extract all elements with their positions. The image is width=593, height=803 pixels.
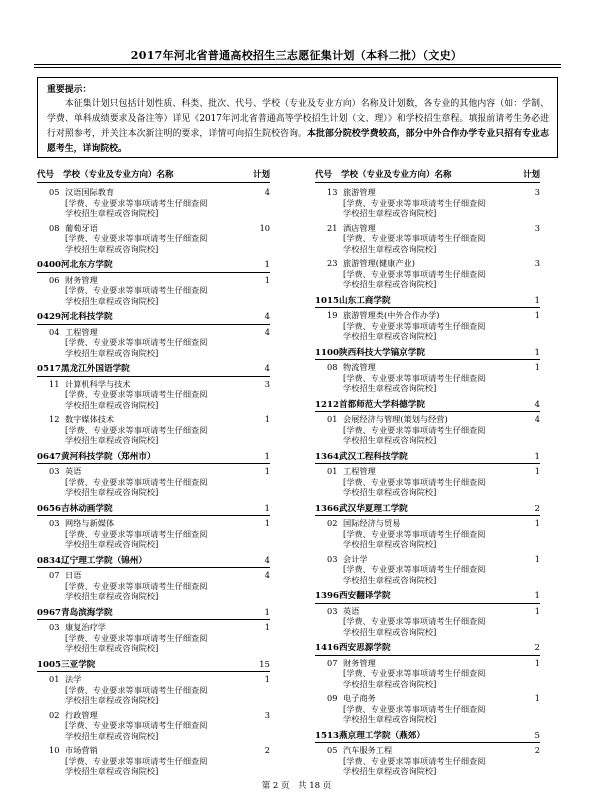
school-underline [315,359,540,360]
school-name: 西安思源学院 [339,643,391,653]
major-row [315,223,540,234]
school-count: 15 [259,659,270,670]
school-row [315,452,540,463]
major-name: 英语 [343,605,360,616]
school-count: 2 [534,503,540,514]
right-entry-list [315,187,540,777]
major-code: 03 [49,466,60,476]
entry-gap [315,290,540,294]
major-note-line: 学校招生章程或咨询院校] [65,435,159,445]
school-code: 1513 [315,730,339,741]
major-count: 4 [264,187,270,197]
major-row [37,570,270,581]
header-count: 计划 [252,170,270,180]
major-note-line: 学校招生章程或咨询院校] [65,591,159,601]
school-name: 青岛滨海学院 [61,607,113,618]
major-count: 3 [534,222,540,233]
major-note-line: [学费、专业要求等事项请考生仔细查阅 [343,755,486,766]
major-note-line: [学费、专业要求等事项请考生仔细查阅 [65,197,208,208]
entry-gap [315,498,540,502]
major-note-line: [学费、专业要求等事项请考生仔细查阅 [65,285,208,295]
entry-gap [315,725,540,729]
major-row [37,187,270,198]
major-note-line: 学校招生章程或咨询院校] [343,208,437,218]
major-name: 工程管理 [343,466,376,476]
school-underline [37,515,270,516]
major-code: 08 [327,362,338,372]
entry-gap [315,585,540,589]
major-note-line: [学费、专业要求等事项请考生仔细查阅 [65,337,208,347]
school-underline [315,307,540,308]
major-code: 13 [327,187,338,197]
major-count: 1 [264,518,270,528]
entry-gap [37,550,270,554]
major-code: 07 [49,570,60,580]
school-row [37,608,270,619]
major-row [315,606,540,617]
major-code: 05 [49,187,60,197]
school-row [315,504,540,515]
major-code: 12 [49,414,60,424]
school-code: 1005 [37,659,61,670]
major-count: 3 [264,709,270,720]
school-count: 1 [264,451,270,462]
entry-gap [315,394,540,398]
header-code: 代号 [315,170,333,180]
major-row [37,327,270,338]
notice-bold-text: 本批部分院校学费较高，部分中外合作办学专业只招有专业志愿考生，详询院校。 [47,129,550,154]
major-note-line: [学费、专业要求等事项请考生仔细查阅 [65,580,208,591]
major-name: 葡萄牙语 [65,222,98,233]
notice-text [47,97,549,157]
school-underline [315,742,540,743]
major-name: 旅游管理类(中外合作办学) [343,310,440,320]
school-name: 河北科技学院 [61,312,113,322]
school-code: 1416 [315,643,339,653]
left-column [37,168,270,777]
school-code: 1396 [315,591,339,601]
entry-gap [37,446,270,450]
school-count: 4 [264,364,270,374]
school-row [315,296,540,307]
school-name: 山东工商学院 [339,295,391,306]
school-underline [37,272,270,273]
school-name: 燕京理工学院（燕郊） [339,730,425,741]
school-code: 0834 [37,555,61,566]
school-name: 陕西科技大学镐京学院 [339,347,425,358]
entry-gap [315,637,540,641]
school-underline [37,619,270,620]
school-count: 1 [264,607,270,618]
major-note-line: 学校招生章程或咨询院校] [343,487,437,497]
school-count: 1 [534,451,540,462]
header-rule [37,182,270,183]
left-column-header [37,168,270,180]
major-row [315,362,540,373]
major-count: 1 [264,674,270,684]
school-underline [315,603,540,604]
school-row [37,312,270,323]
major-count: 1 [534,518,540,528]
major-note-line: [学费、专业要求等事项请考生仔细查阅 [65,755,208,766]
major-count: 10 [259,222,270,233]
major-name: 会展经济与管理(策划与经营) [343,414,448,424]
notice-body: 本征集计划只包括计划性质、科类、批次、代号、学校（专业及专业方向）名称及计划数，各专业的其他内容（如：学制、学费、单科成绩要求及备注等）详见《2017年河北省普通高等学校招生计划（文、理）》和学校招生章程。填报前请考生务必进行对照参考，并关注本次新注明的要求，详情可向招生院校咨询。 [47,99,549,139]
major-name: 国际经济与贸易 [343,518,401,528]
school-code: 1212 [315,399,339,410]
school-name: 吉林动画学院 [61,503,113,514]
major-note-line: [学费、专业要求等事项请考生仔细查阅 [343,233,486,243]
major-note-line: [学费、专业要求等事项请考生仔细查阅 [65,476,208,487]
major-note-line: 学校招生章程或咨询院校] [343,383,437,393]
major-name: 工程管理 [65,326,98,337]
major-row [37,745,270,756]
major-row [315,693,540,704]
school-count: 1 [264,260,270,270]
major-code: 10 [49,745,60,755]
major-note-line: 学校招生章程或咨询院校] [343,435,437,445]
school-code: 1366 [315,503,339,514]
major-count: 1 [534,310,540,320]
major-name: 计算机科学与技术 [65,378,131,389]
school-count: 2 [534,643,540,653]
entry-gap [315,446,540,450]
major-count: 3 [534,258,540,268]
school-underline [37,671,270,672]
major-note-line: 学校招生章程或咨询院校] [65,643,159,653]
major-note-line: [学费、专业要求等事项请考生仔细查阅 [65,424,208,435]
school-row [37,556,270,567]
header-school: 学校（专业及专业方向）名称 [63,170,174,180]
school-name: 河北东方学院 [61,260,113,270]
major-row [37,275,270,286]
major-code: 01 [327,414,338,424]
major-row [37,466,270,477]
major-note-line: [学费、专业要求等事项请考生仔细查阅 [343,564,486,574]
major-count: 4 [534,414,540,424]
major-count: 1 [264,274,270,285]
major-note-line: [学费、专业要求等事项请考生仔细查阅 [343,616,486,626]
major-note-line: [学费、专业要求等事项请考生仔细查阅 [343,372,486,383]
notice-box [37,77,558,158]
major-note-line: 学校招生章程或咨询院校] [343,539,437,549]
page-footer: 第 2 页 共 18 页 [261,781,332,791]
major-note-line: 学校招生章程或咨询院校] [343,766,437,776]
major-row [37,674,270,685]
major-row [315,745,540,756]
major-count: 2 [264,745,270,755]
major-note-line: 学校招生章程或咨询院校] [65,243,159,254]
major-code: 03 [327,605,338,616]
major-count: 1 [534,553,540,564]
major-count: 1 [264,466,270,476]
major-note-line: 学校招生章程或咨询院校] [65,487,159,497]
major-name: 市场营销 [65,745,98,755]
major-count: 1 [534,466,540,476]
header-school: 学校（专业及专业方向）名称 [341,170,452,180]
major-code: 11 [49,378,60,389]
school-name: 武汉工程科技学院 [339,451,408,462]
major-row [37,710,270,721]
school-name: 黑龙江外国语学院 [61,364,130,374]
major-note-line: [学费、专业要求等事项请考生仔细查阅 [65,720,208,730]
major-note-line: [学费、专业要求等事项请考生仔细查阅 [343,424,486,435]
school-row [315,400,540,411]
major-code: 03 [49,518,60,528]
major-name: 法学 [65,674,82,684]
title-divider-bottom [34,67,561,68]
major-count: 1 [534,362,540,372]
header-count: 计划 [522,170,540,180]
major-name: 物流管理 [343,362,376,372]
school-count: 4 [534,399,540,410]
school-row [315,348,540,359]
school-name: 首都师范大学科德学院 [339,399,425,410]
school-name: 黄河科技学院（郑州市） [61,451,156,462]
header-rule [315,182,540,183]
major-note-line: 学校招生章程或咨询院校] [65,295,159,306]
entry-gap [37,306,270,310]
school-code: 0400 [37,260,61,270]
major-name: 酒店管理 [343,222,376,233]
school-row [37,504,270,515]
major-row [37,414,270,425]
school-underline [315,655,540,656]
major-code: 01 [49,674,60,684]
school-count: 1 [264,503,270,514]
school-count: 4 [264,312,270,322]
major-note-line: 学校招生章程或咨询院校] [65,208,159,218]
school-count: 1 [534,347,540,358]
entry-gap [37,498,270,502]
major-note-line: [学费、专业要求等事项请考生仔细查阅 [343,320,486,331]
major-note-line: [学费、专业要求等事项请考生仔细查阅 [65,632,208,643]
header-code: 代号 [37,170,55,180]
major-row [315,258,540,269]
school-row [37,260,270,271]
major-count: 1 [264,414,270,424]
entry-gap [37,254,270,258]
school-underline [315,515,540,516]
major-name: 电子商务 [343,693,376,703]
major-note-line: 学校招生章程或咨询院校] [343,243,437,254]
major-note-line: 学校招生章程或咨询院校] [343,574,437,585]
major-count: 4 [264,326,270,337]
major-note-line: 学校招生章程或咨询院校] [65,347,159,358]
major-note-line: 学校招生章程或咨询院校] [343,279,437,289]
entry-gap [37,654,270,658]
left-entry-list [37,187,270,777]
school-code: 0517 [37,364,61,374]
major-count: 4 [264,570,270,580]
major-code: 19 [327,310,338,320]
major-name: 财务管理 [343,657,376,668]
major-row [37,223,270,234]
major-row [315,187,540,198]
major-note-line: 学校招生章程或咨询院校] [343,331,437,341]
major-name: 英语 [65,466,82,476]
major-row [315,310,540,321]
major-row [37,622,270,633]
major-name: 会计学 [343,553,368,564]
major-code: 03 [327,553,338,564]
school-name: 辽宁理工学院（锦州） [61,555,147,566]
major-count: 2 [534,745,540,755]
major-code: 06 [49,274,60,285]
school-underline [37,376,270,377]
major-note-line: 学校招生章程或咨询院校] [343,714,437,724]
major-code: 02 [49,709,60,720]
major-code: 07 [327,657,338,668]
major-note-line: [学费、专业要求等事项请考生仔细查阅 [65,233,208,243]
title-divider-top [34,64,561,65]
entry-gap [37,602,270,606]
major-note-line: 学校招生章程或咨询院校] [65,695,159,705]
major-code: 04 [49,326,60,337]
school-row [37,660,270,671]
major-code: 01 [327,466,338,476]
major-name: 汉语国际教育 [65,187,115,197]
school-code: 0647 [37,451,61,462]
major-row [315,414,540,425]
major-code: 03 [49,622,60,632]
major-note-line: [学费、专业要求等事项请考生仔细查阅 [343,528,486,539]
major-code: 05 [327,745,338,755]
major-note-line: [学费、专业要求等事项请考生仔细查阅 [343,703,486,714]
right-column [315,168,540,777]
major-note-line: 学校招生章程或咨询院校] [65,539,159,549]
major-name: 网络与新媒体 [65,518,115,528]
major-note-line: [学费、专业要求等事项请考生仔细查阅 [65,389,208,399]
school-name: 西安翻译学院 [339,591,391,601]
page-title: 2017年河北省普通高校招生三志愿征集计划（本科二批）（文史） [130,49,463,62]
school-underline [37,324,270,325]
major-note-line: [学费、专业要求等事项请考生仔细查阅 [65,528,208,539]
school-count: 5 [534,730,540,741]
major-code: 21 [327,222,338,233]
school-row [315,591,540,602]
school-row [315,731,540,742]
school-code: 1015 [315,295,339,306]
major-name: 旅游管理 [343,187,376,197]
major-code: 08 [49,222,60,233]
major-note-line: [学费、专业要求等事项请考生仔细查阅 [343,476,486,487]
major-name: 汽车服务工程 [343,745,393,755]
school-row [37,364,270,375]
school-code: 1364 [315,451,339,462]
school-count: 1 [534,591,540,601]
school-underline [315,411,540,412]
school-row [315,643,540,654]
major-count: 3 [534,187,540,197]
major-code: 02 [327,518,338,528]
major-note-line: 学校招生章程或咨询院校] [65,766,159,776]
major-row [315,466,540,477]
major-count: 1 [534,605,540,616]
major-name: 行政管理 [65,709,98,720]
right-column-header [315,168,540,180]
major-name: 财务管理 [65,274,98,285]
major-note-line: 学校招生章程或咨询院校] [65,399,159,410]
major-row [315,658,540,669]
major-count: 1 [534,693,540,703]
school-underline [37,463,270,464]
school-count: 1 [534,295,540,306]
notice-heading: 重要提示： [47,85,92,95]
major-row [315,518,540,529]
major-code: 09 [327,693,338,703]
major-name: 旅游管理(健康产业) [343,258,415,268]
school-code: 0429 [37,312,61,322]
major-note-line: [学费、专业要求等事项请考生仔细查阅 [343,268,486,279]
major-note-line: [学费、专业要求等事项请考生仔细查阅 [65,684,208,695]
major-count: 1 [264,622,270,632]
major-note-line: [学费、专业要求等事项请考生仔细查阅 [343,668,486,678]
major-note-line: 学校招生章程或咨询院校] [343,678,437,689]
major-row [37,379,270,390]
school-name: 三亚学院 [61,659,96,670]
entry-gap [315,342,540,346]
major-row [315,554,540,565]
school-name: 武汉华夏理工学院 [339,503,408,514]
school-code: 1100 [315,347,339,358]
major-name: 康复治疗学 [65,622,106,632]
school-row [37,452,270,463]
major-note-line: 学校招生章程或咨询院校] [65,730,159,741]
entry-gap [37,358,270,362]
school-count: 4 [264,555,270,566]
school-code: 0656 [37,503,61,514]
major-note-line: 学校招生章程或咨询院校] [343,626,437,637]
major-note-line: [学费、专业要求等事项请考生仔细查阅 [343,197,486,208]
major-count: 1 [534,657,540,668]
major-count: 3 [264,378,270,389]
major-row [37,518,270,529]
major-code: 23 [327,258,338,268]
major-name: 日语 [65,570,82,580]
school-underline [315,463,540,464]
major-name: 数字媒体技术 [65,414,115,424]
school-code: 0967 [37,607,61,618]
school-underline [37,567,270,568]
